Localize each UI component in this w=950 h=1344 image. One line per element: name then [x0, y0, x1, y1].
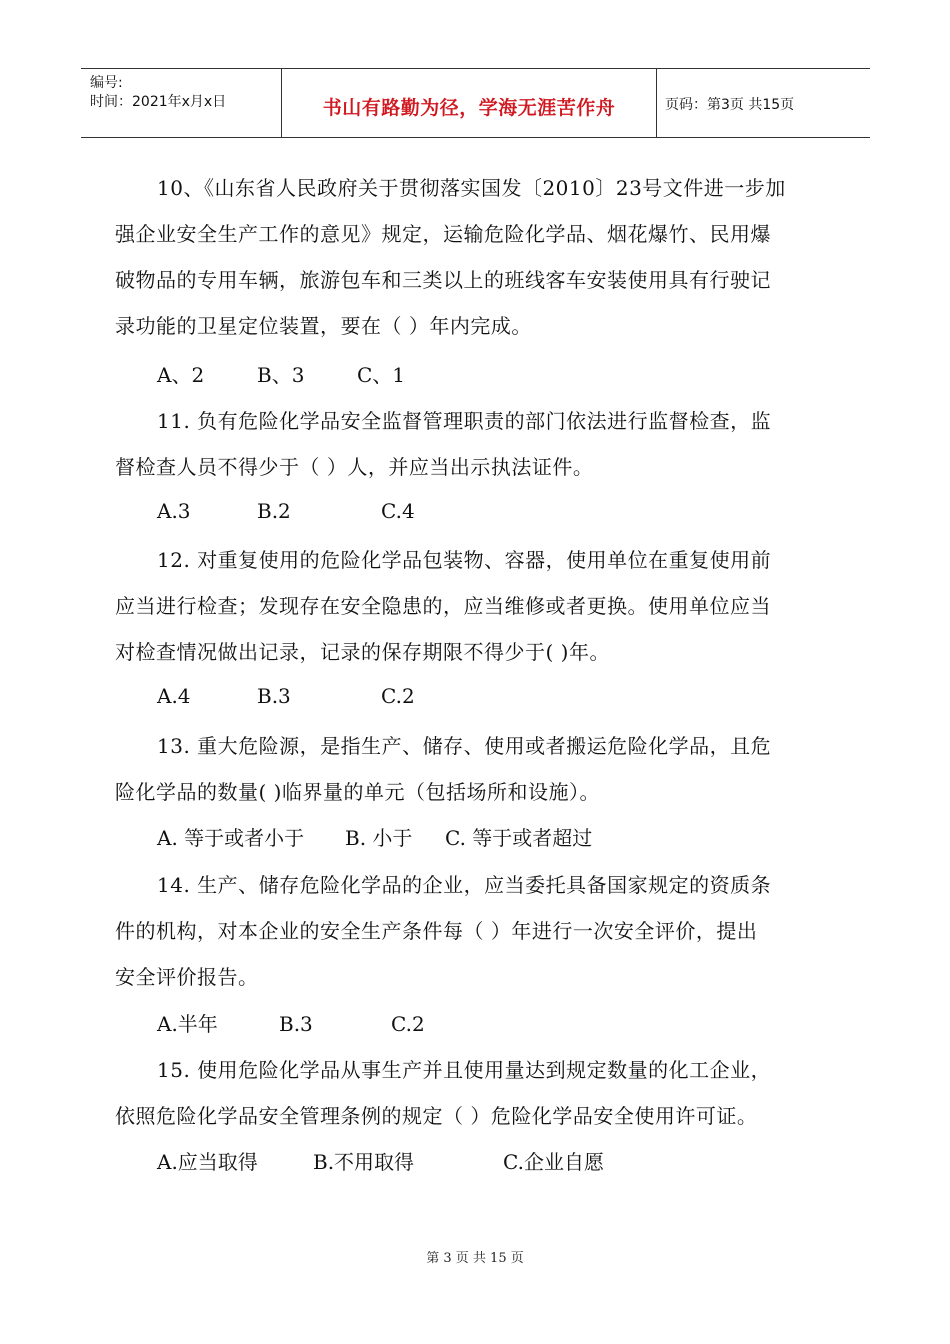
header-page-cell — [657, 69, 870, 137]
question-12-line-3: 对检查情况做出记录，记录的保存期限不得少于( )年。 — [115, 640, 610, 664]
question-15-line-2: 依照危险化学品安全管理条例的规定（ ）危险化学品安全使用许可证。 — [115, 1104, 758, 1128]
option-a: A.应当取得 — [157, 1150, 258, 1174]
option-c: C.4 — [381, 499, 415, 523]
header-motto-cell — [282, 69, 657, 137]
question-14-line-3: 安全评价报告。 — [115, 965, 259, 989]
question-13-options — [157, 822, 592, 851]
question-13-line-2: 险化学品的数量( )临界量的单元（包括场所和设施）。 — [115, 780, 600, 804]
option-c: C、1 — [357, 363, 406, 387]
page-footer: 第 3 页 共 15 页 — [426, 1251, 524, 1266]
option-b: B.3 — [257, 684, 291, 708]
option-a: A、2 — [157, 363, 205, 387]
header-motto: 书山有路勤为径，学海无涯苦作舟 — [322, 97, 616, 119]
question-14-options — [157, 1008, 425, 1037]
option-a: A. 等于或者小于 — [157, 826, 305, 850]
question-11-line-1: 11. 负有危险化学品安全监督管理职责的部门依法进行监督检查，监 — [157, 409, 772, 433]
option-b: B、3 — [257, 363, 305, 387]
question-10-line-3: 破物品的专用车辆，旅游包车和三类以上的班线客车安装使用具有行驶记 — [115, 268, 771, 292]
option-c: C. 等于或者超过 — [445, 826, 593, 850]
document-date-label: 时间：2021年x月x日 — [90, 94, 227, 110]
page-header — [81, 68, 870, 138]
question-10-line-1: 10、《山东省人民政府关于贯彻落实国发〔2010〕23号文件进一步加 — [157, 176, 786, 200]
question-14-line-2: 件的机构，对本企业的安全生产条件每（ ）年进行一次安全评价，提出 — [115, 919, 758, 943]
question-15-options — [157, 1146, 604, 1175]
question-14-line-1: 14. 生产、储存危险化学品的企业，应当委托具备国家规定的资质条 — [157, 873, 772, 897]
question-12-line-2: 应当进行检查；发现存在安全隐患的，应当维修或者更换。使用单位应当 — [115, 594, 771, 618]
option-b: B.3 — [279, 1012, 313, 1036]
header-page-info: 页码：第3页 共15页 — [665, 97, 795, 113]
option-a: A.半年 — [157, 1012, 218, 1036]
question-10-options — [157, 359, 405, 388]
question-12-line-1: 12. 对重复使用的危险化学品包装物、容器，使用单位在重复使用前 — [157, 548, 772, 572]
option-a: A.3 — [157, 499, 191, 523]
question-10-line-4: 录功能的卫星定位装置，要在（ ）年内完成。 — [115, 314, 532, 338]
question-13-line-1: 13. 重大危险源，是指生产、储存、使用或者搬运危险化学品，且危 — [157, 734, 772, 758]
question-12-options — [157, 684, 415, 708]
option-c: C.2 — [381, 684, 415, 708]
document-number-label: 编号: — [90, 75, 123, 91]
option-b: B.不用取得 — [313, 1150, 415, 1174]
header-meta-cell — [81, 69, 282, 137]
question-11-line-2: 督检查人员不得少于（ ）人，并应当出示执法证件。 — [115, 455, 594, 479]
option-b: B. 小于 — [345, 826, 413, 850]
option-c: C.2 — [391, 1012, 425, 1036]
question-11-options — [157, 499, 415, 523]
question-10-line-2: 强企业安全生产工作的意见》规定，运输危险化学品、烟花爆竹、民用爆 — [115, 222, 771, 246]
question-15-line-1: 15. 使用危险化学品从事生产并且使用量达到规定数量的化工企业， — [157, 1058, 772, 1082]
option-c: C.企业自愿 — [503, 1150, 604, 1174]
option-b: B.2 — [257, 499, 291, 523]
option-a: A.4 — [157, 684, 191, 708]
